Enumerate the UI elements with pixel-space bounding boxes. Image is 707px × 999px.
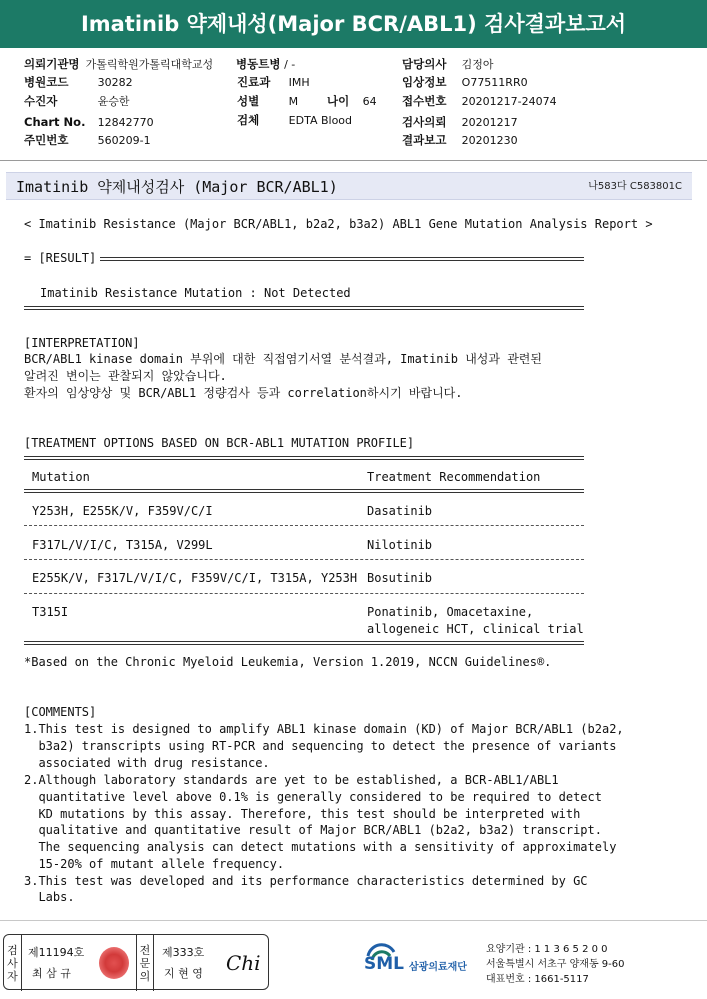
lab-contact	[486, 942, 625, 987]
table-row-4-mutation: T315I	[32, 605, 69, 619]
dept-value: IMH	[288, 76, 310, 89]
tester-name: 최 삼 규	[32, 967, 71, 980]
info-specimen	[237, 112, 352, 129]
chart-no-label: Chart No.	[24, 115, 86, 129]
comment-line: 1.This test is designed to amplify ABL1 kinase domain (KD) of Major BCR/ABL1 (b2a2,	[24, 722, 624, 736]
dept-label: 진료과	[237, 75, 271, 89]
col-treatment: Treatment Recommendation	[367, 470, 541, 484]
info-dept	[237, 74, 310, 91]
info-doctor	[402, 56, 494, 73]
table-row-3-treatment: Bosutinib	[367, 571, 433, 585]
clinical-value: O77511RR0	[461, 76, 528, 89]
ward-value: / -	[284, 58, 296, 71]
info-chart-no	[24, 114, 154, 131]
comments-header: [COMMENTS]	[24, 705, 97, 719]
lab-phone: 대표번호 : 1661-5117	[486, 974, 589, 985]
table-row-2-mutation: F317L/V/I/C, T315A, V299L	[32, 538, 213, 552]
info-resident-id	[24, 132, 151, 149]
interpretation-header: [INTERPRETATION]	[24, 336, 140, 350]
org-name: 삼광의료재단	[409, 962, 467, 973]
doctor-label: 담당의사	[402, 57, 447, 71]
info-receipt	[402, 93, 557, 110]
result-line: Imatinib Resistance Mutation : Not Detected	[40, 286, 351, 300]
comment-line: associated with drug resistance.	[24, 756, 270, 770]
comment-line: The sequencing analysis can detect mutations with a sensitivity of approximately	[24, 840, 617, 854]
institution-code: 요양기관 : 1 1 3 6 5 2 0 0	[486, 944, 608, 955]
nccn-footnote: *Based on the Chronic Myeloid Leukemia, Version 1.2019, NCCN Guidelines®.	[24, 655, 552, 669]
comment-line: Labs.	[24, 890, 75, 904]
hosp-code-label: 병원코드	[24, 75, 69, 89]
table-row-4-treatment-cont: allogeneic HCT, clinical trial	[367, 622, 584, 636]
interpretation-line-3: 환자의 임상양상 및 BCR/ABL1 정량검사 등과 correlation하시기 바랍니다.	[24, 386, 463, 400]
specialist-char: 문	[139, 956, 151, 970]
report-date-label: 결과보고	[402, 133, 447, 147]
institution-label: 의뢰기관명	[24, 57, 80, 71]
specimen-value: EDTA Blood	[288, 114, 353, 127]
comment-line: 3.This test was developed and its performance characteristics determined by GC	[24, 874, 588, 888]
specialist-char: 의	[139, 969, 151, 983]
sex-label: 성별	[237, 94, 260, 108]
tester-char: 검	[7, 943, 18, 957]
age-label: 나이	[327, 94, 350, 108]
tester-char: 사	[7, 956, 18, 970]
treatment-table-top-rule	[24, 456, 584, 460]
receipt-label: 접수번호	[402, 94, 447, 108]
treatment-table-bottom-rule	[24, 641, 584, 645]
specialist-char: 전	[139, 943, 151, 957]
table-row-2-treatment: Nilotinib	[367, 538, 433, 552]
specialist-name: 지 현 영	[164, 967, 203, 980]
report-subtitle: < Imatinib Resistance (Major BCR/ABL1, b2a2, b3a2) ABL1 Gene Mutation Analysis Report >	[24, 217, 653, 231]
hosp-code-value: 30282	[97, 76, 133, 89]
info-ward	[236, 56, 295, 73]
interpretation-line-1: BCR/ABL1 kinase domain 부위에 대한 직접염기서열 분석결과, Imatinib 내성과 관련된	[24, 352, 542, 366]
info-patient	[24, 93, 130, 110]
lab-address: 서울특별시 서초구 양재동 9-60	[486, 959, 625, 970]
treatment-table-header-rule	[24, 489, 584, 493]
request-label: 검사의뢰	[402, 115, 447, 129]
doctor-value: 김정아	[461, 58, 494, 71]
info-institution	[24, 56, 213, 73]
tester-license: 제11194호	[28, 946, 85, 959]
row-divider	[24, 593, 584, 594]
specialist-license: 제333호	[162, 946, 205, 959]
official-seal	[99, 947, 129, 979]
age-value: 64	[362, 95, 377, 108]
test-code: 나583다 C583801C	[588, 181, 682, 192]
ward-label: 병동트병	[236, 57, 281, 71]
result-header: = [RESULT]	[24, 251, 97, 265]
chart-no-value: 12842770	[97, 116, 154, 129]
resident-id-label: 주민번호	[24, 133, 69, 147]
info-sex	[237, 93, 298, 110]
result-header-rule	[100, 257, 584, 261]
info-report-date	[402, 132, 518, 149]
institution-value: 가톨릭학원가톨릭대학교성	[85, 58, 214, 71]
sml-logo	[364, 942, 474, 982]
info-clinical	[402, 74, 528, 91]
info-age	[327, 93, 377, 110]
row-divider	[24, 525, 584, 526]
footer-divider	[0, 920, 707, 921]
info-hosp-code	[24, 74, 133, 91]
specimen-label: 검체	[237, 113, 260, 127]
header-divider	[0, 160, 707, 161]
tester-char: 자	[7, 969, 18, 983]
comment-line: qualitative and quantitative result of Major BCR/ABL1 (b2a2, b3a2) transcript.	[24, 823, 602, 837]
section-title: Imatinib 약제내성검사 (Major BCR/ABL1)	[16, 178, 338, 196]
row-divider	[24, 559, 584, 560]
treatment-header: [TREATMENT OPTIONS BASED ON BCR-ABL1 MUTATION PROFILE]	[24, 436, 415, 450]
info-request	[402, 114, 518, 131]
request-value: 20201217	[461, 116, 518, 129]
sex-value: M	[288, 95, 299, 108]
comment-line: b3a2) transcripts using RT-PCR and sequencing to detect the presence of variants	[24, 739, 617, 753]
table-row-4-treatment: Ponatinib, Omacetaxine,	[367, 605, 534, 619]
resident-id-value: 560209-1	[97, 134, 151, 147]
specialist-signature: Chi	[226, 951, 261, 975]
specialist-column-label	[136, 935, 154, 991]
receipt-value: 20201217-24074	[461, 95, 557, 108]
patient-value: 윤승한	[97, 95, 130, 108]
result-end-rule	[24, 306, 584, 310]
table-row-1-treatment: Dasatinib	[367, 504, 433, 518]
comment-line: 15-20% of mutant allele frequency.	[24, 857, 285, 871]
table-row-3-mutation: E255K/V, F317L/V/I/C, F359V/C/I, T315A, Y253H	[32, 571, 358, 585]
section-title-bar	[6, 172, 692, 200]
patient-label: 수진자	[24, 94, 58, 108]
tester-column-label	[4, 935, 22, 991]
comment-line: quantitative level above 0.1% is generally considered to be required to detect	[24, 790, 602, 804]
comment-line: KD mutations by this assay. Therefore, this test should be interpreted with	[24, 807, 581, 821]
logo-text: SML	[364, 954, 404, 974]
clinical-label: 임상정보	[402, 75, 447, 89]
table-row-1-mutation: Y253H, E255K/V, F359V/C/I	[32, 504, 213, 518]
report-date-value: 20201230	[461, 134, 518, 147]
col-mutation: Mutation	[32, 470, 90, 484]
signature-box	[3, 934, 269, 990]
interpretation-line-2: 알려진 변이는 관찰되지 않았습니다.	[24, 369, 227, 383]
comment-line: 2.Although laboratory standards are yet to be established, a BCR-ABL1/ABL1	[24, 773, 559, 787]
report-title: Imatinib 약제내성(Major BCR/ABL1) 검사결과보고서	[0, 0, 707, 48]
